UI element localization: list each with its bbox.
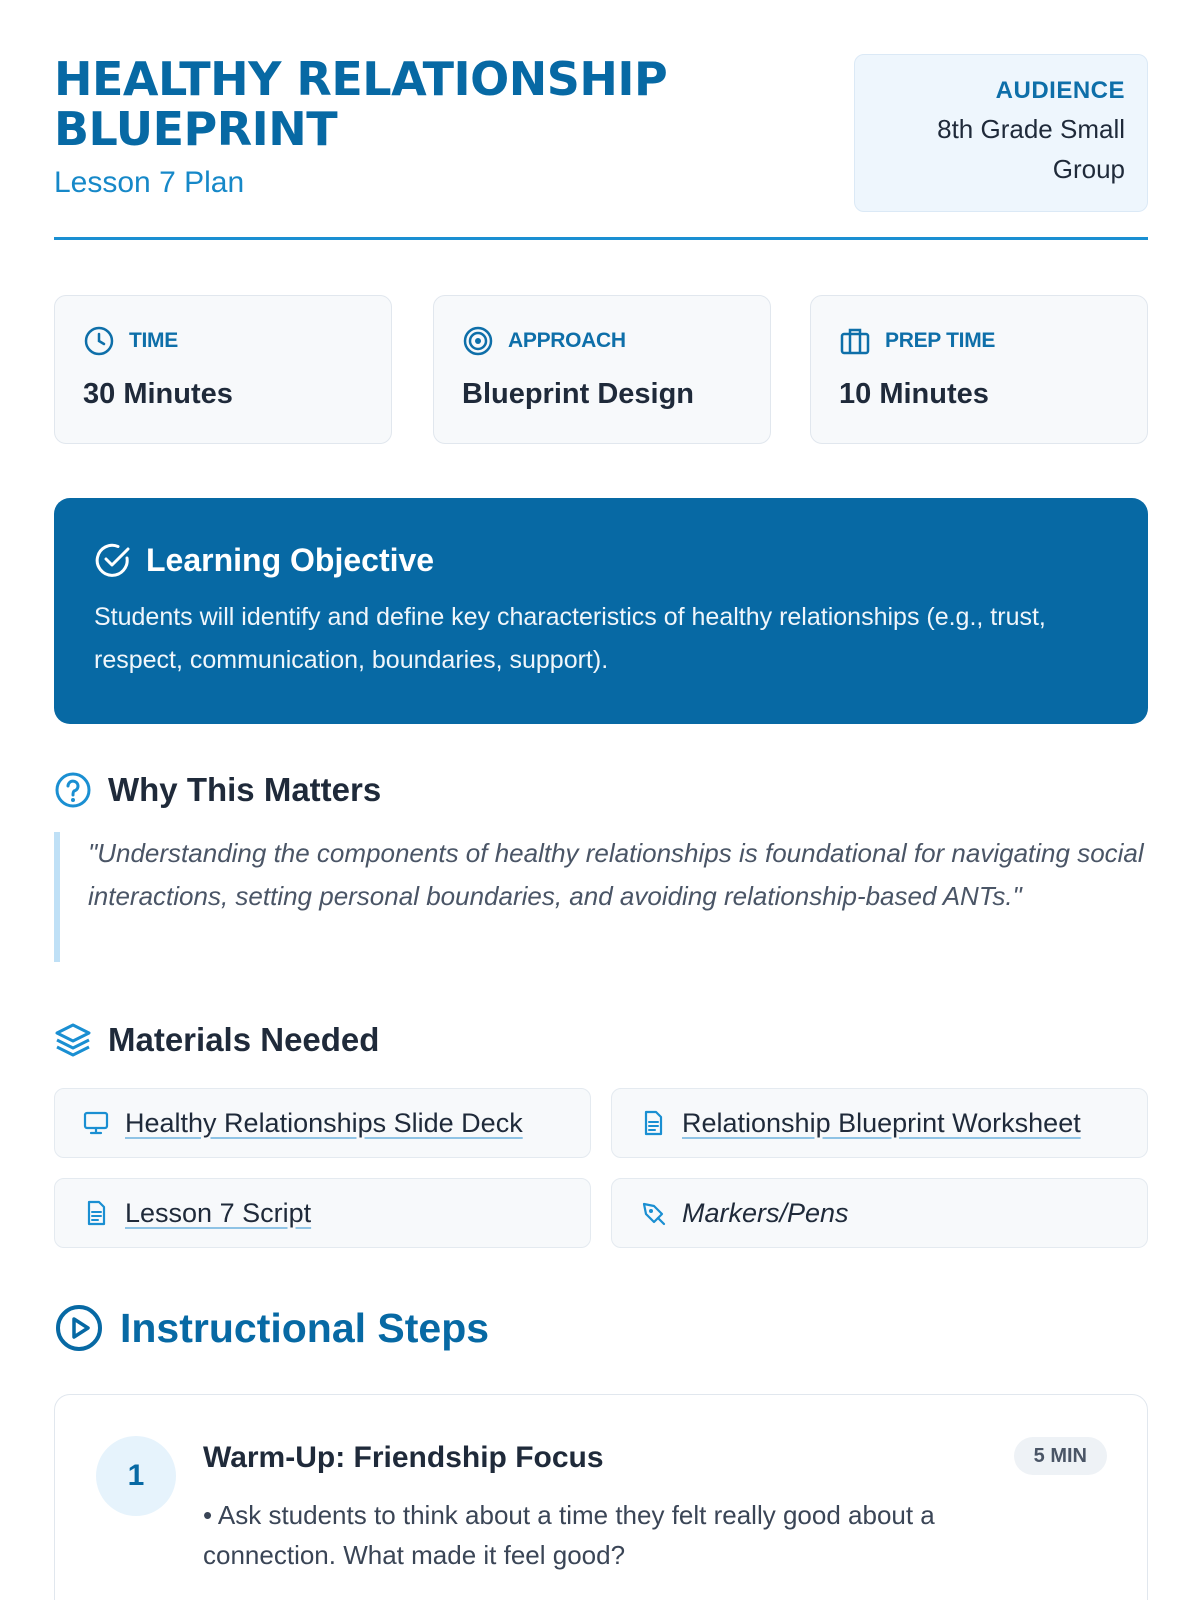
page-subtitle: Lesson 7 Plan <box>54 166 245 199</box>
step-card <box>54 1394 1148 1600</box>
steps-section-header <box>54 1300 489 1356</box>
material-item[interactable] <box>54 1088 591 1158</box>
material-label[interactable]: Relationship Blueprint Worksheet <box>682 1107 1081 1138</box>
material-label[interactable]: Healthy Relationships Slide Deck <box>125 1107 523 1138</box>
marker-icon <box>640 1200 666 1226</box>
suitcase-icon <box>839 325 871 357</box>
material-label[interactable]: Lesson 7 Script <box>125 1197 312 1228</box>
lesson-info-row <box>54 295 1148 444</box>
material-item <box>611 1178 1148 1248</box>
question-circle-icon <box>54 771 92 809</box>
steps-section-title: Instructional Steps <box>120 1304 490 1351</box>
materials-section-header <box>54 1018 379 1062</box>
why-section-title: Why This Matters <box>108 771 382 808</box>
info-label-time: TIME <box>129 329 178 352</box>
lesson-plan-page <box>54 0 1148 1600</box>
step-title: Warm-Up: Friendship Focus <box>203 1441 604 1474</box>
material-item[interactable] <box>54 1178 591 1248</box>
layers-icon <box>54 1021 92 1059</box>
info-card-time <box>54 295 392 444</box>
audience-label: AUDIENCE <box>995 77 1125 104</box>
step-body <box>203 1495 1063 1575</box>
objective-title: Learning Objective <box>146 541 435 578</box>
objective-text: Students will identify and define key characteristics of healthy relationships (e.g., trust, respect, communication, boundaries, support). <box>94 603 1046 674</box>
info-value-time: 30 Minutes <box>83 378 233 410</box>
document-icon <box>640 1110 666 1136</box>
material-item[interactable] <box>611 1088 1148 1158</box>
step-number: 1 <box>96 1436 176 1516</box>
step-bullet: • Ask students to think about a time they felt really good about a connection. What made it feel good? <box>203 1500 935 1570</box>
audience-box <box>854 54 1148 212</box>
why-section-header <box>54 768 381 812</box>
document-icon <box>83 1200 109 1226</box>
info-card-approach <box>433 295 771 444</box>
clock-icon <box>83 325 115 357</box>
page-title-line-1: HEALTHY RELATIONSHIP <box>54 52 668 106</box>
page-title-line-2: BLUEPRINT <box>54 102 338 156</box>
info-value-approach: Blueprint Design <box>462 378 695 410</box>
info-value-prep-time: 10 Minutes <box>839 378 989 410</box>
info-label-approach: APPROACH <box>508 329 626 352</box>
step-duration-badge: 5 MIN <box>1014 1437 1107 1475</box>
header <box>54 50 1148 240</box>
header-divider <box>54 237 1148 240</box>
play-circle-icon <box>54 1303 104 1353</box>
material-label: Markers/Pens <box>682 1197 849 1228</box>
learning-objective-panel <box>54 498 1148 724</box>
monitor-icon <box>83 1110 109 1136</box>
why-quote: "Understanding the components of healthy relationships is foundational for navigating social interactions, setting personal boundaries, and avoiding relationship-based ANTs." <box>54 832 1148 962</box>
check-circle-icon <box>94 541 132 579</box>
info-label-prep-time: PREP TIME <box>885 329 996 352</box>
materials-section-title: Materials Needed <box>108 1021 380 1058</box>
audience-value: 8th Grade Small Group <box>937 114 1125 184</box>
target-icon <box>462 325 494 357</box>
materials-list <box>54 1088 1148 1248</box>
page-title <box>54 54 774 154</box>
info-card-prep-time <box>810 295 1148 444</box>
